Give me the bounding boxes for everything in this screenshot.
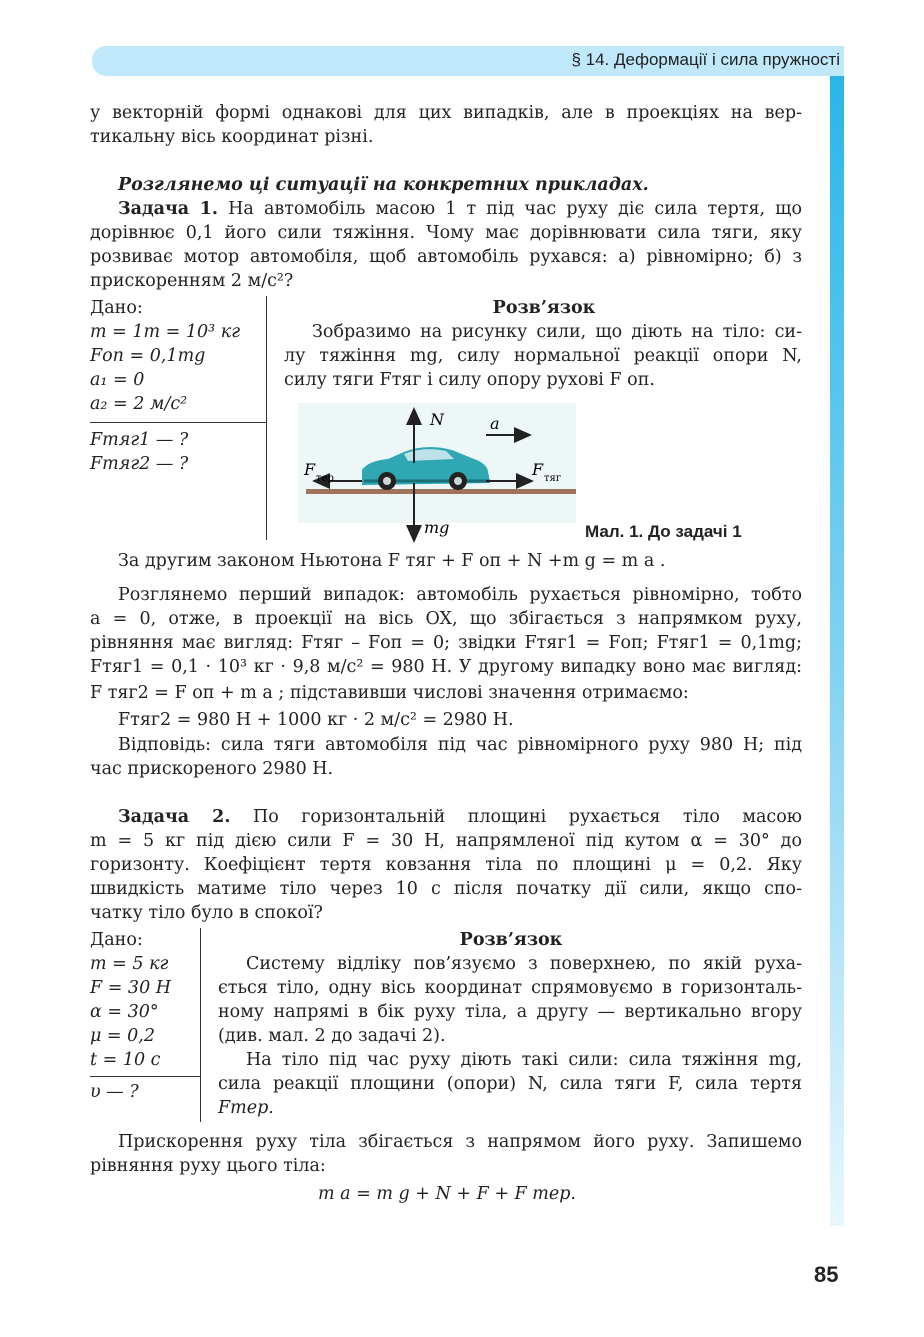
car-forces-figure bbox=[296, 403, 586, 545]
intro-line-1: у векторній формі однакові для цих випадків, але в проекціях на вер- bbox=[90, 103, 802, 123]
task1-given-4: a₂ = 2 м/с² bbox=[90, 394, 188, 414]
task2-given-label: Дано: bbox=[90, 930, 143, 950]
task1-given-1: m = 1т = 10³ кг bbox=[90, 322, 241, 342]
case-line-6: Fтяг2 = 980 Н + 1000 кг · 2 м/с² = 2980 Н. bbox=[118, 710, 514, 730]
task1-solution-label: Розв’язок bbox=[492, 298, 596, 318]
task2-text-1: По горизонтальній площині рухається тіло масою bbox=[252, 807, 802, 827]
task2-find-1: υ — ? bbox=[90, 1082, 139, 1102]
task2-solution-label: Розв’язок bbox=[459, 930, 563, 950]
task2-equation: m a = m g + N + F + F тер. bbox=[318, 1184, 576, 1204]
task2-solution-line-6: сила реакції площини (опори) N, сила тяги F, сила тертя bbox=[218, 1074, 802, 1094]
task1-find-2: Fтяг2 — ? bbox=[90, 454, 189, 474]
label-fter-sub: тер bbox=[316, 473, 334, 484]
task2-solution-line-5: На тіло під час руху діють такі сили: сила тяжіння mg, bbox=[246, 1050, 802, 1070]
task1-label: Задача 1. bbox=[118, 199, 219, 219]
task2-after-line-2: рівняння руху цього тіла: bbox=[90, 1156, 326, 1176]
task2-after-line-1: Прискорення руху тіла збігається з напрямом його руху. Запишемо bbox=[118, 1132, 802, 1152]
task2-label: Задача 2. bbox=[118, 807, 231, 827]
task1-text-1: На автомобіль масою 1 т під час руху діє сила тертя, що bbox=[228, 199, 802, 219]
examples-heading: Розглянемо ці ситуації на конкретних прикладах. bbox=[118, 175, 649, 195]
newton-law-line: За другим законом Ньютона F тяг + F оп + N +m g = m a . bbox=[118, 551, 666, 571]
task2-solution-line-4: (див. мал. 2 до задачі 2). bbox=[218, 1026, 446, 1046]
task2-line-3: горизонту. Коефіцієнт тертя ковзання тіла по площині μ = 0,2. Яку bbox=[90, 855, 802, 875]
page-number: 85 bbox=[814, 1262, 839, 1287]
label-a: a bbox=[490, 414, 500, 433]
task2-given-separator bbox=[200, 928, 201, 1122]
task2-given-3: α = 30° bbox=[90, 1002, 159, 1022]
task1-given-3: a₁ = 0 bbox=[90, 370, 145, 390]
case-line-2: a = 0, отже, в проекції на вісь OX, що збігається з напрямком руху, bbox=[90, 609, 802, 629]
label-ftyag-sub: тяг bbox=[544, 473, 562, 484]
task2-solution-line-3: ному напрямі в бік руху тіла, а другу — вертикально вгору bbox=[218, 1002, 802, 1022]
label-mg: mg bbox=[424, 518, 450, 537]
answer-line-2: час прискореного 2980 Н. bbox=[90, 759, 334, 779]
label-n: N bbox=[430, 410, 444, 429]
task1-given-label: Дано: bbox=[90, 298, 143, 318]
task2-given-1: m = 5 кг bbox=[90, 954, 169, 974]
label-fter: F bbox=[304, 460, 316, 479]
task2-line-4: швидкість матиме тіло через 10 с після початку дії сили, якщо спо- bbox=[90, 879, 802, 899]
task2-given-divider bbox=[90, 1076, 201, 1077]
label-ftyag: F bbox=[532, 460, 544, 479]
case-line-1: Розглянемо перший випадок: автомобіль рухається рівномірно, тобто bbox=[118, 585, 802, 605]
section-title: § 14. Деформації і сила пружності bbox=[571, 50, 840, 69]
answer-line-1: Відповідь: сила тяги автомобіля під час рівномірного руху 980 Н; під bbox=[118, 735, 802, 755]
task2-line-1 bbox=[118, 805, 802, 830]
task1-line-1 bbox=[118, 197, 802, 222]
task1-find-1: Fтяг1 — ? bbox=[90, 430, 189, 450]
case-line-4: Fтяг1 = 0,1 · 10³ кг · 9,8 м/с² = 980 Н. У другому випадку воно має вигляд: bbox=[90, 657, 802, 677]
task1-line-4: прискоренням 2 м/с²? bbox=[90, 271, 294, 291]
task1-given-2: Fоп = 0,1mg bbox=[90, 346, 206, 366]
road-surface bbox=[306, 489, 576, 494]
task2-given-5: t = 10 с bbox=[90, 1050, 161, 1070]
task2-line-5: чатку тіло було в спокої? bbox=[90, 903, 323, 923]
side-accent-bar bbox=[830, 76, 844, 1226]
case-line-3: рівняння має вигляд: Fтяг – Fоп = 0; звідки Fтяг1 = Fоп; Fтяг1 = 0,1mg; bbox=[90, 633, 802, 653]
task2-given-4: μ = 0,2 bbox=[90, 1026, 155, 1046]
task1-line-3: розвиває мотор автомобіля, щоб автомобіль рухався: а) рівномірно; б) з bbox=[90, 247, 802, 267]
task2-solution-line-2: ється тіло, одну вісь координат спрямовуємо в горизонталь- bbox=[218, 978, 802, 998]
task2-line-2: m = 5 кг під дією сили F = 30 Н, напрямленої під кутом α = 30° до bbox=[90, 831, 802, 851]
case-line-5: F тяг2 = F оп + m a ; підставивши числові значення отримаємо: bbox=[90, 683, 689, 703]
task1-solution-line-1: Зобразимо на рисунку сили, що діють на тіло: си- bbox=[312, 322, 802, 342]
task1-given-separator bbox=[266, 296, 267, 540]
task2-solution-line-7: Fтер. bbox=[218, 1098, 274, 1118]
figure-caption: Мал. 1. До задачі 1 bbox=[585, 522, 742, 541]
intro-line-2: тикальну вісь координат різні. bbox=[90, 127, 374, 147]
task2-solution-line-1: Систему відліку пов’язуємо з поверхнею, по якій руха- bbox=[246, 954, 802, 974]
task1-solution-line-2: лу тяжіння mg, силу нормальної реакції опори N, bbox=[284, 346, 802, 366]
task2-given-2: F = 30 Н bbox=[90, 978, 172, 998]
task1-line-2: дорівнює 0,1 його сили тяжіння. Чому має дорівнювати сила тяги, яку bbox=[90, 223, 802, 243]
task1-solution-line-3: силу тяги Fтяг і силу опору руховi F оп. bbox=[284, 370, 655, 390]
task1-given-divider bbox=[90, 422, 267, 423]
